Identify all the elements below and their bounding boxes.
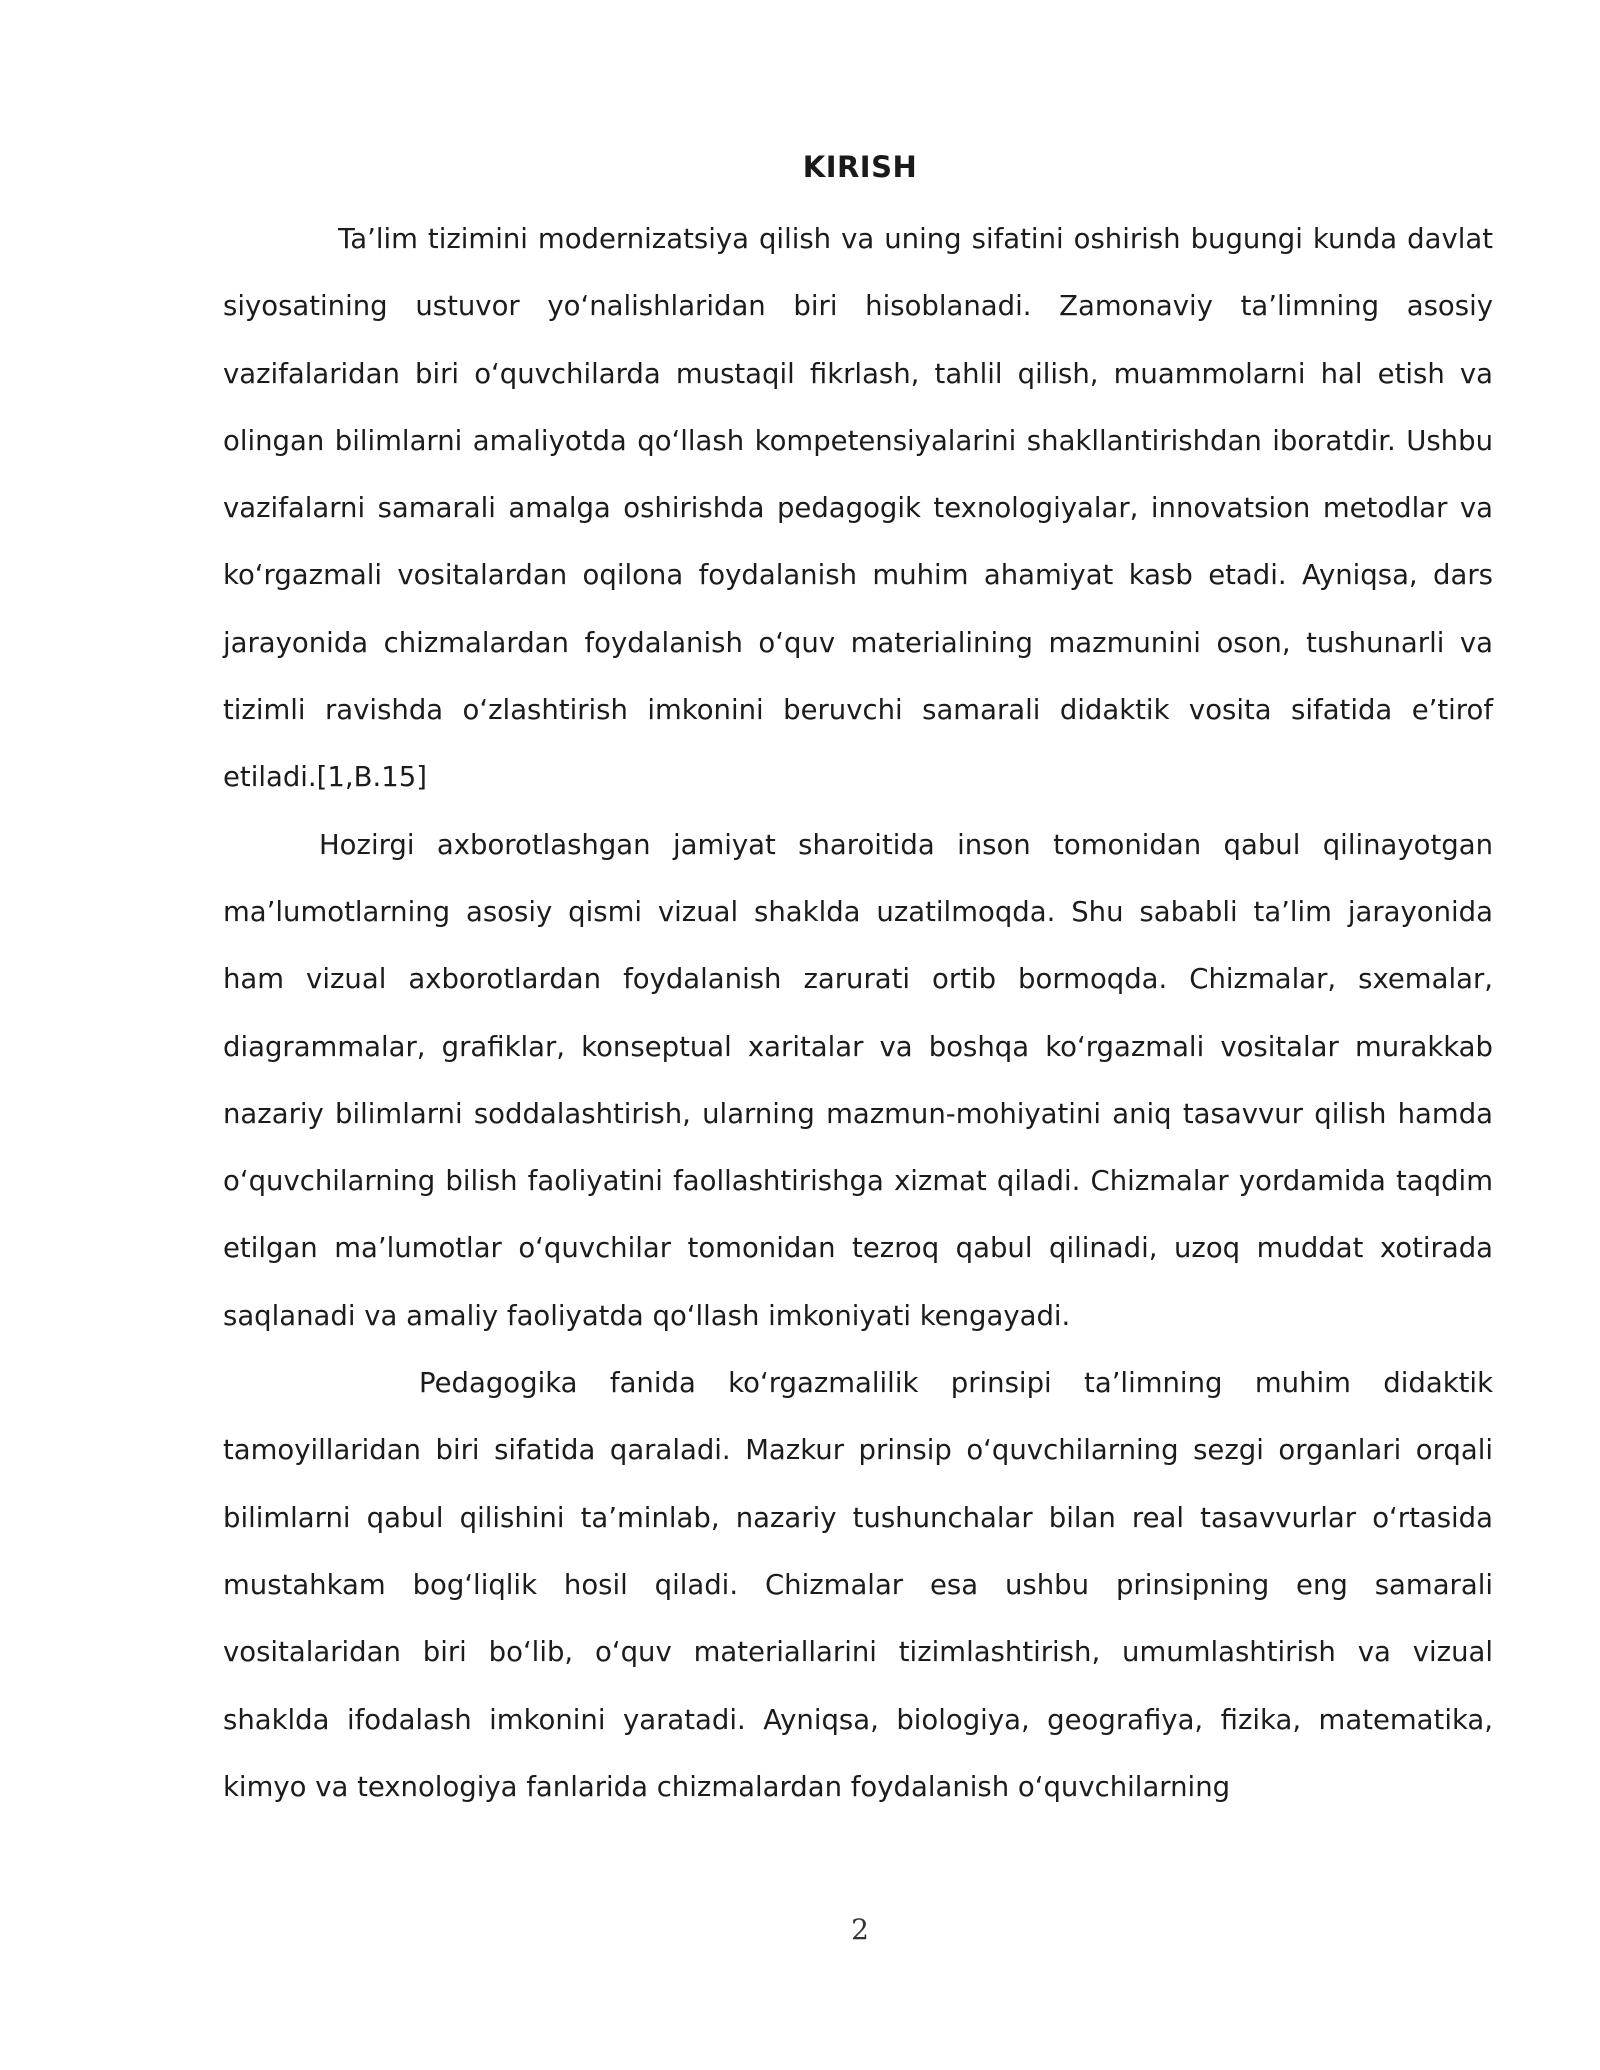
paragraph: Hozirgi axborotlashgan jamiyat sharoitida inson tomonidan qabul qilinayotgan ma’lumotlarning asosiy qismi vizual shaklda uzatilmoqda. Shu sababli ta’lim jarayonida ham vizual axborotlardan foydalanish zarurati ortib bormoqda. Chizmalar, sxemalar, diagrammalar, grafiklar, konseptual xaritalar va boshqa ko‘rgazmali vositalar murakkab nazariy bilimlarni soddalashtirish, ularning mazmun-mohiyatini aniq tasavvur qilish hamda o‘quvchilarning bilish faoliyatini faollashtirishga xizmat qiladi. Chizmalar yordamida taqdim etilgan ma’lumotlar o‘quvchilar tomonidan tezroq qabul qilinadi, uzoq muddat xotirada saqlanadi va amaliy faoliyatda qo‘llash imkoniyati kengayadi. xyxy=(223,828,1493,1332)
page-title: KIRISH xyxy=(802,150,918,184)
paragraph: Pedagogika fanida ko‘rgazmalilik prinsipi ta’limning muhim didaktik tamoyillaridan biri sifatida qaraladi. Mazkur prinsip o‘quvchilarning sezgi organlari orqali bilimlarni qabul qilishini ta’minlab, nazariy tushunchalar bilan real tasavvurlar o‘rtasida mustahkam bog‘liqlik hosil qiladi. Chizmalar esa ushbu prinsipning eng samarali vositalaridan biri bo‘lib, o‘quv materiallarini tizimlashtirish, umumlashtirish va vizual shaklda ifodalash imkonini yaratadi. Ayniqsa, biologiya, geografiya, fizika, matematika, kimyo va texnologiya fanlarida chizmalardan foydalanish o‘quvchilarning xyxy=(223,1367,1493,1803)
paragraph: Ta’lim tizimini modernizatsiya qilish va uning sifatini oshirish bugungi kunda davlat siyosatining ustuvor yo‘nalishlaridan biri hisoblanadi. Zamonaviy ta’limning asosiy vazifalaridan biri o‘quvchilarda mustaqil fikrlash, tahlil qilish, muammolarni hal etish va olingan bilimlarni amaliyotda qo‘llash kompetensiyalarini shakllantirishdan iboratdir. Ushbu vazifalarni samarali amalga oshirishda pedagogik texnologiyalar, innovatsion metodlar va ko‘rgazmali vositalardan oqilona foydalanish muhim ahamiyat kasb etadi. Ayniqsa, dars jarayonida chizmalardan foydalanish o‘quv materialining mazmunini oson, tushunarli va tizimli ravishda o‘zlashtirish imkonini beruvchi samarali didaktik vosita sifatida e’tirof etiladi.[1,B.15] xyxy=(223,223,1493,794)
body-text xyxy=(223,206,1493,1821)
page-number: 2 xyxy=(851,1913,869,1946)
